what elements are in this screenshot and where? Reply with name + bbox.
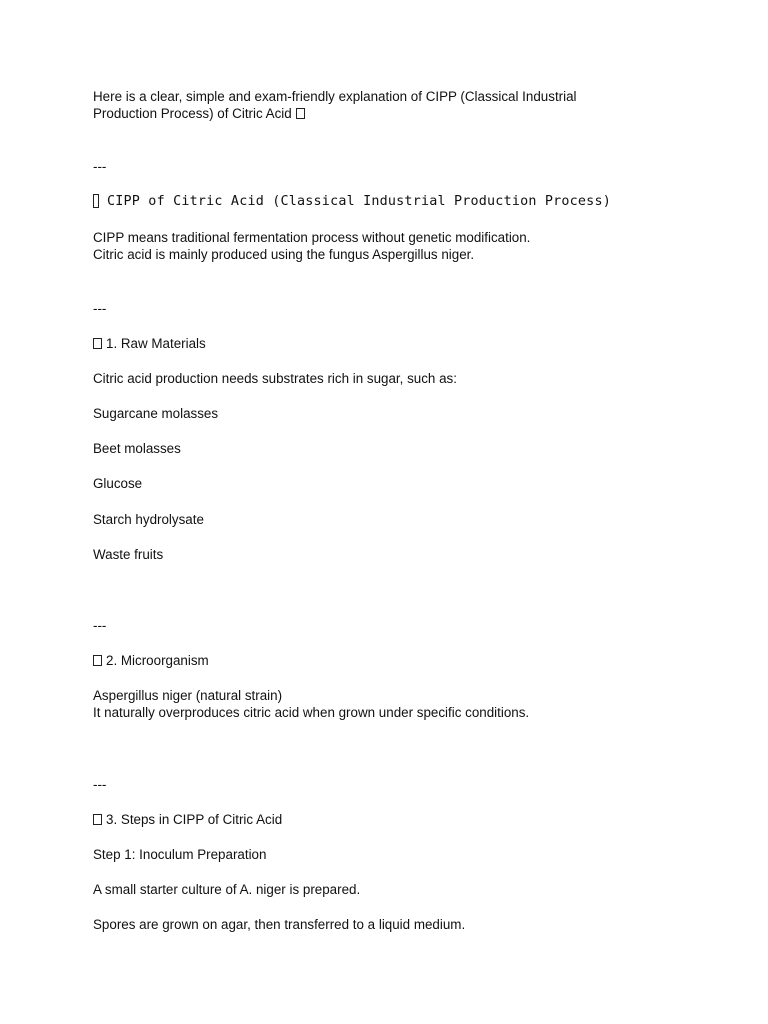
- step-1-point: A small starter culture of A. niger is prepared.: [93, 882, 361, 897]
- microorganism-paragraph: [93, 687, 529, 721]
- definition-line-2: Citric acid is mainly produced using the fungus Aspergillus niger.: [93, 247, 475, 262]
- missing-glyph-icon: [93, 194, 99, 208]
- separator-4: ---: [93, 777, 107, 792]
- missing-glyph-icon: [93, 338, 102, 349]
- section-3-heading-text: 3. Steps in CIPP of Citric Acid: [106, 812, 283, 827]
- raw-material-item: Beet molasses: [93, 441, 181, 456]
- missing-glyph-icon: [296, 108, 305, 119]
- microorganism-line-1: Aspergillus niger (natural strain): [93, 688, 283, 703]
- document-title: CIPP of Citric Acid (Classical Industrial Production Process): [107, 194, 611, 209]
- separator-1: ---: [93, 159, 107, 174]
- definition-line-1: CIPP means traditional fermentation process without genetic modification.: [93, 230, 531, 245]
- separator-3: ---: [93, 618, 107, 633]
- section-1-heading: [93, 335, 206, 352]
- document-page: [93, 0, 653, 1024]
- section-2-heading: [93, 652, 209, 669]
- section-1-lead: Citric acid production needs substrates rich in sugar, such as:: [93, 371, 457, 386]
- intro-line-1: Here is a clear, simple and exam-friendly explanation of CIPP (Classical Industrial: [93, 89, 577, 104]
- raw-material-item: Waste fruits: [93, 547, 164, 562]
- section-2-heading-text: 2. Microorganism: [106, 653, 209, 668]
- definition-paragraph: [93, 229, 530, 263]
- raw-material-item: Starch hydrolysate: [93, 512, 204, 527]
- intro-line-2: Production Process) of Citric Acid: [93, 106, 292, 121]
- missing-glyph-icon: [93, 655, 102, 666]
- separator-2: ---: [93, 301, 107, 316]
- intro-line-2-wrap: [93, 105, 577, 122]
- step-1-title: Step 1: Inoculum Preparation: [93, 847, 267, 862]
- intro-paragraph: [93, 88, 577, 122]
- microorganism-line-2: It naturally overproduces citric acid when grown under specific conditions.: [93, 705, 530, 720]
- section-1-heading-text: 1. Raw Materials: [106, 336, 206, 351]
- section-3-heading: [93, 811, 282, 828]
- raw-material-item: Glucose: [93, 476, 143, 491]
- missing-glyph-icon: [93, 814, 102, 825]
- step-1-point: Spores are grown on agar, then transferred to a liquid medium.: [93, 917, 466, 932]
- title-line: [93, 193, 611, 210]
- raw-material-item: Sugarcane molasses: [93, 406, 219, 421]
